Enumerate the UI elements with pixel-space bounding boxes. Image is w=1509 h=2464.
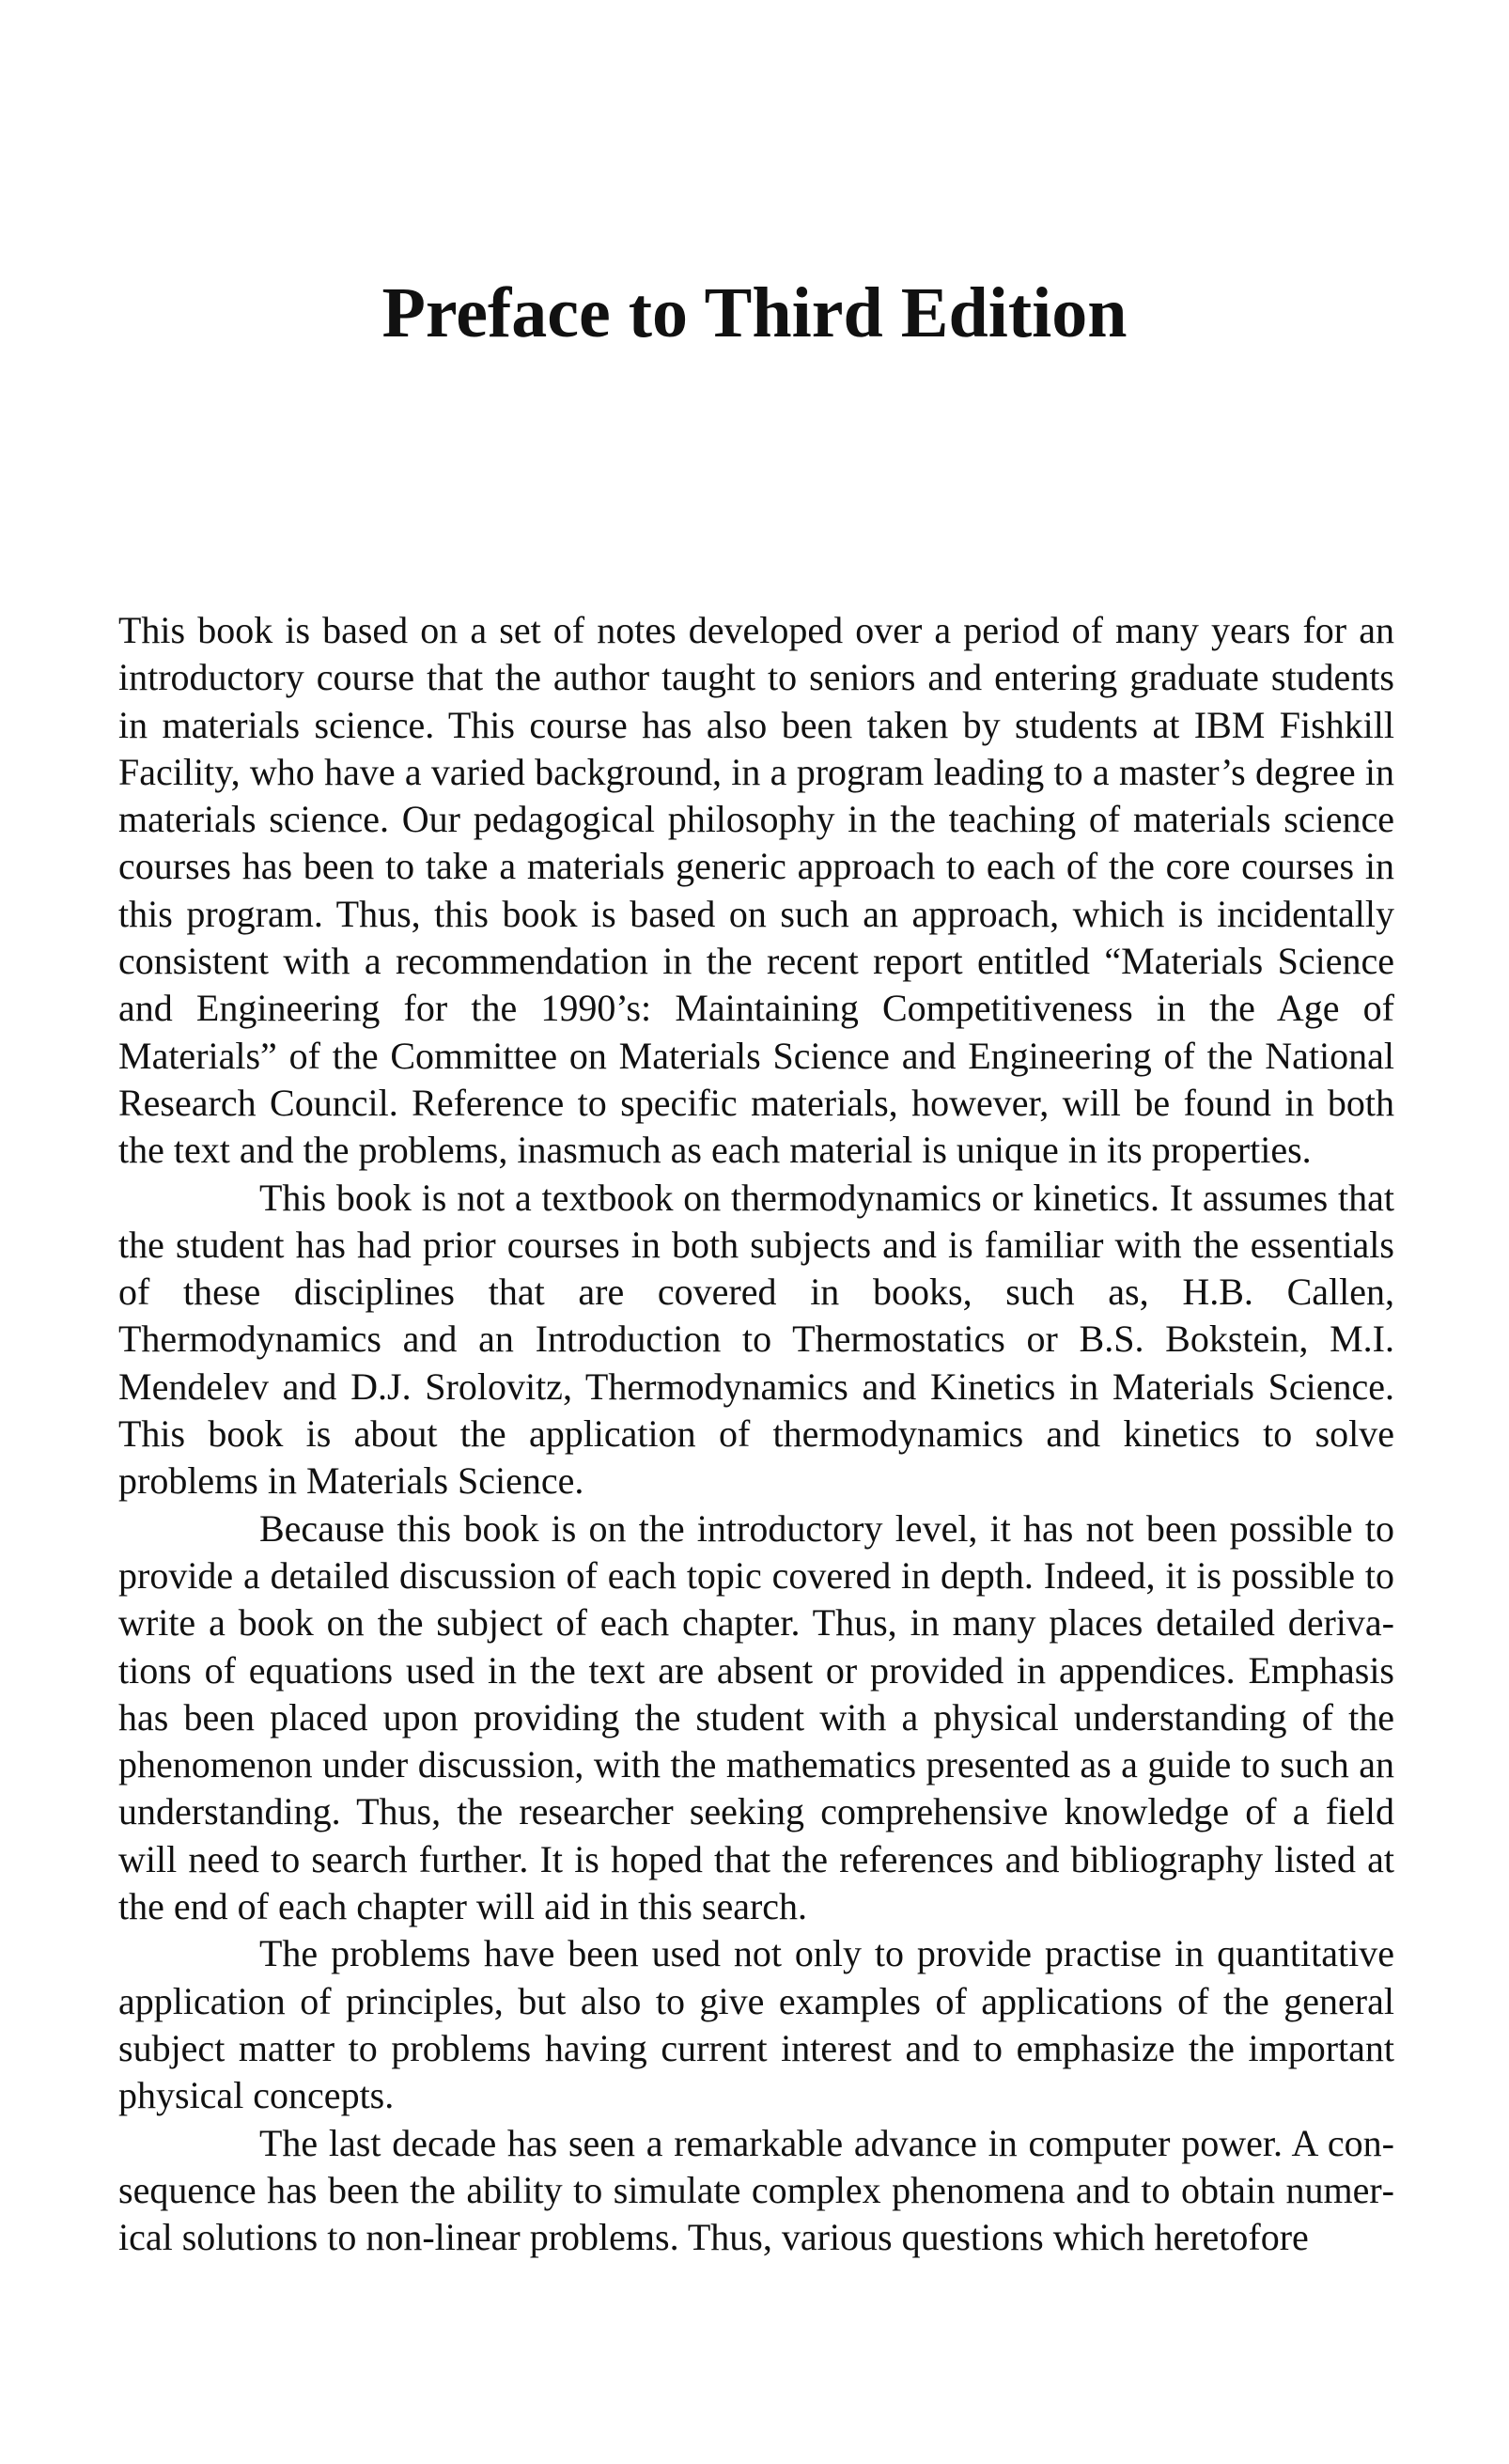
paragraph-1: This book is based on a set of notes developed over a period of many years for an introductory course that the author taught to seniors and entering graduate students in materials science. This course has also been taken by students at IBM Fishkill Facility, who have a varied background, in a program leading to a master’s degree in materials science. Our pedagogical philosophy in the teaching of materials science courses has been to take a materials generic approach to each of the core courses in this program. Thus, this book is based on such an approach, which is incidentally consistent with a recommendation in the recent report entitled “Materials Science and Engineering for the 1990’s: Maintaining Competitiveness in the Age of Materials” of the Committee on Materials Science and Engineering of the National Research Council. Reference to specific materials, however, will be found in both the text and the problems, inasmuch as each material is unique in its properties.: [118, 609, 1394, 1172]
page-title: Preface to Third Edition: [381, 273, 1128, 352]
paragraph-5: The last decade has seen a remarkable advance in computer power. A consequence has been the ability to simulate complex phenomena and to obtain numerical solutions to non-linear problems. Thus, various questions which heretofore: [118, 2121, 1394, 2259]
preface-body: [118, 607, 1394, 2261]
paragraph-4: The problems have been used not only to provide practise in quantitative application of principles, but also to give examples of applications of the general subject matter to problems having current interest and to emphasize the important physical concepts.: [118, 1932, 1394, 2117]
paragraph-2: This book is not a textbook on thermodynamics or kinetics. It assumes that the student has had prior courses in both subjects and is familiar with the essentials of these disciplines that are covered in books, such as, H.B. Callen, Thermodynamics and an Introduction to Thermostatics or B.S. Bokstein, M.I. Mendelev and D.J. Srolovitz, Thermodynamics and Kinetics in Materials Science. This book is about the application of thermodynamics and kinetics to solve problems in Materials Science.: [118, 1176, 1394, 1503]
paragraph-3: Because this book is on the introductory level, it has not been possible to provide a detailed discussion of each topic covered in depth. Indeed, it is possible to write a book on the subject of each chapter. Thus, in many places detailed derivations of equations used in the text are absent or provided in appendices. Emphasis has been placed upon providing the student with a physical understanding of the phenomenon under discussion, with the mathematics presented as a guide to such an understanding. Thus, the researcher seeking comprehensive knowledge of a field will need to search further. It is hoped that the references and bibliography listed at the end of each chapter will aid in this search.: [118, 1506, 1394, 1928]
